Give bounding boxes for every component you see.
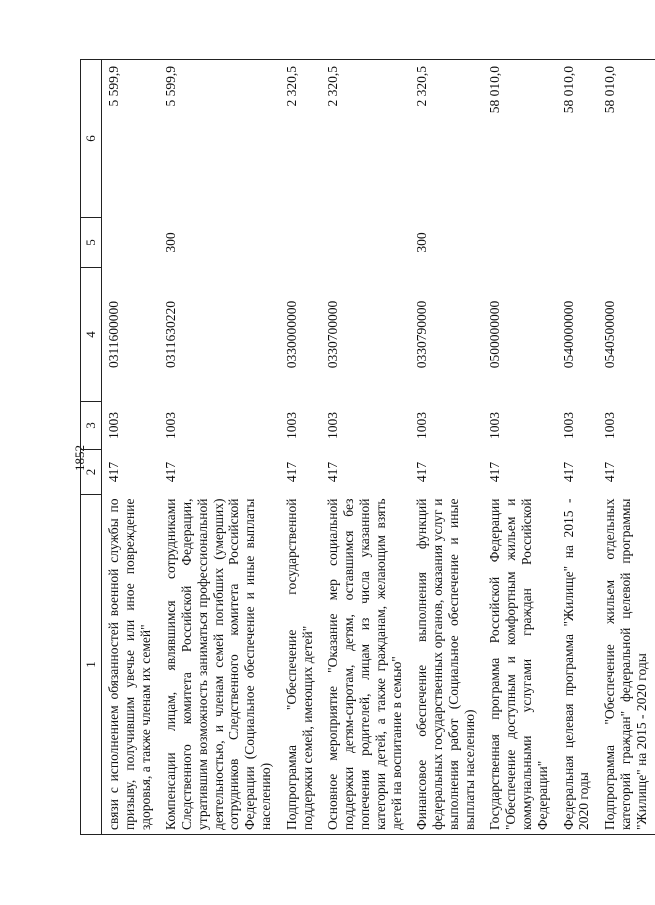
row-amount: 2 320,5 — [410, 60, 483, 218]
row-expense-type — [557, 218, 599, 268]
row-amount: 58 010,0 — [557, 60, 599, 218]
row-target: 0311630220 — [163, 301, 179, 368]
row-name: Компенсации лицам, являвшимся сотрудниками Следственного комитета Российской Федерации, утратившим возможность заниматься профессиональной деятельностью, и членам семей погибших (умерших) сотрудников Следственного комитета Российской Федерации (Социальное обеспечение и иные выплаты населению) — [159, 495, 279, 835]
row-section: 1003 — [414, 412, 430, 439]
row-name: Подпрограмма "Обеспечение государственной поддержки семей, имеющих детей" — [280, 495, 322, 835]
table-row — [102, 60, 160, 835]
row-name: Федеральная целевая программа "Жилище" на 2015 - 2020 годы — [557, 495, 599, 835]
column-header: 5 — [81, 218, 102, 268]
page-number: 1852 — [72, 445, 87, 471]
row-ministry: 417 — [602, 461, 618, 483]
table-row — [410, 60, 483, 835]
row-ministry: 417 — [414, 461, 430, 483]
row-target: 0330000000 — [283, 300, 299, 369]
row-target: 0330700000 — [325, 300, 341, 369]
row-section: 1003 — [163, 412, 179, 439]
table-row — [159, 60, 279, 835]
row-ministry: 417 — [163, 461, 179, 483]
column-header: 6 — [81, 60, 102, 218]
table-row — [598, 60, 655, 835]
row-section: 1003 — [283, 412, 299, 439]
column-header: 1 — [81, 495, 102, 835]
row-name: Подпрограмма "Обеспечение жильем отдельных категорий граждан" федеральной целевой программы "Жилище" на 2015 - 2020 годы — [598, 495, 655, 835]
row-ministry: 417 — [283, 461, 299, 483]
row-amount: 2 320,5 — [280, 60, 322, 218]
row-expense-type — [280, 218, 322, 268]
table-row — [483, 60, 556, 835]
row-ministry: 417 — [325, 461, 341, 483]
column-header: 2 — [81, 450, 102, 495]
row-amount: 5 599,9 — [159, 60, 279, 218]
row-section: 1003 — [106, 412, 121, 439]
column-header: 3 — [81, 402, 102, 450]
column-header: 4 — [81, 268, 102, 402]
row-ministry: 417 — [106, 461, 121, 483]
row-amount: 5 599,9 — [102, 60, 160, 218]
row-expense-type — [598, 218, 655, 268]
row-section: 1003 — [487, 412, 503, 439]
row-name: Основное мероприятие "Оказание мер социальной поддержки детям-сиротам, детям, оставшимся без попечения родителей, лицам из числа указанной категории детей, а также гражданам, желающим взять детей на воспитание в семью" — [321, 495, 410, 835]
row-target: 0500000000 — [487, 300, 503, 369]
row-target: 0330790000 — [414, 300, 430, 369]
budget-table — [80, 59, 655, 835]
column-number-row — [81, 60, 102, 835]
table-row — [557, 60, 599, 835]
table-row — [321, 60, 410, 835]
row-amount: 58 010,0 — [598, 60, 655, 218]
row-target: 0540500000 — [602, 300, 618, 369]
row-section: 1003 — [560, 412, 576, 439]
row-expense-type — [102, 218, 160, 268]
table-row — [280, 60, 322, 835]
row-name: Государственная программа Российской Федерации "Обеспечение доступным и комфортным жильем и коммунальными услугами граждан Российской Федерации" — [483, 495, 556, 835]
rotated-page — [80, 60, 649, 835]
row-name: Финансовое обеспечение выполнения функций федеральных государственных органов, оказания услуг и выполнения работ (Социальное обеспечение и иные выплаты населению) — [410, 495, 483, 835]
row-ministry: 417 — [487, 461, 503, 483]
row-section: 1003 — [325, 412, 341, 439]
row-amount: 2 320,5 — [321, 60, 410, 218]
row-section: 1003 — [602, 412, 618, 439]
row-name: связи с исполнением обязанностей военной службы по призыву, получившим увечье или иное повреждение здоровья, а также членам их семей" — [102, 495, 160, 835]
row-target: 0311600000 — [106, 301, 121, 368]
row-amount: 58 010,0 — [483, 60, 556, 218]
row-expense-type — [321, 218, 410, 268]
row-expense-type: 300 — [414, 232, 430, 253]
row-expense-type — [483, 218, 556, 268]
row-expense-type: 300 — [163, 232, 179, 253]
row-target: 0540000000 — [560, 300, 576, 369]
row-ministry: 417 — [560, 461, 576, 483]
